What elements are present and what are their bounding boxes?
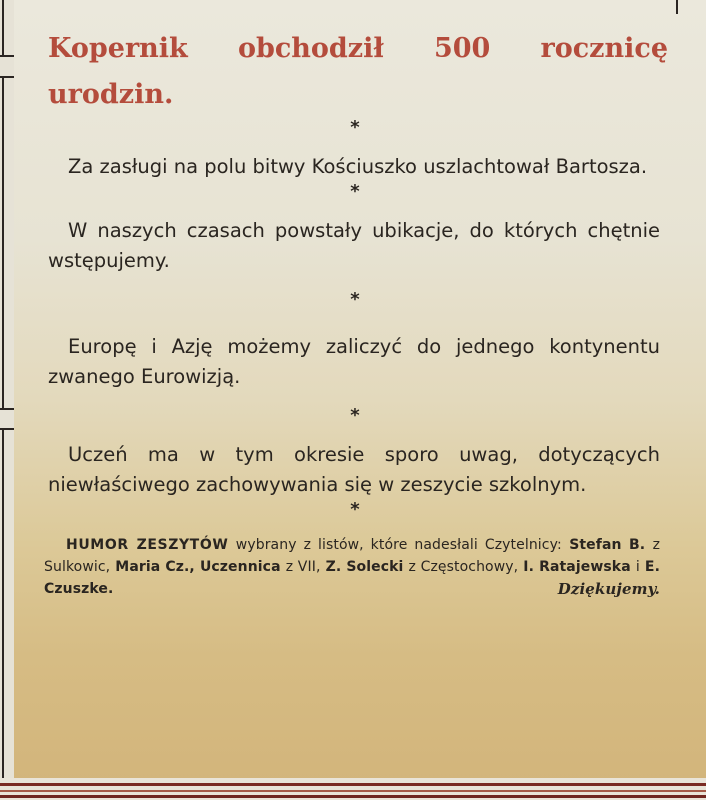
joke-entry-4: Uczeń ma w tym okresie sporo uwag, dotyczących niewłaściwego zachowywania się w zeszycie szkolnym.: [48, 443, 660, 496]
column-rule: [2, 78, 4, 408]
column-name: HUMOR ZESZYTÓW: [66, 537, 229, 553]
contributor-name: Z. Solecki: [325, 559, 404, 575]
column-rule: [2, 428, 4, 780]
separator-star: *: [350, 499, 360, 520]
column-rule-tick: [0, 428, 14, 430]
separator-star: *: [350, 117, 360, 138]
contributor-name: Maria Cz.,: [115, 559, 195, 575]
bottom-border: [0, 778, 706, 800]
contributor-name: Stefan B.: [569, 537, 646, 553]
separator-star: *: [350, 405, 360, 426]
contributor-name: I. Ratajewska: [523, 559, 631, 575]
column-rule: [2, 0, 4, 55]
contributor-place: z VII,: [285, 559, 321, 575]
headline-entry: Kopernik obchodził 500 rocznicę urodzin.: [48, 33, 668, 110]
contributor-place: i: [635, 559, 640, 575]
humor-column: [40, 26, 670, 600]
contributor-place: z Częstochowy,: [408, 559, 519, 575]
column-rule-tick: [0, 408, 14, 410]
credits-footer: [40, 534, 660, 600]
column-rule-tick: [0, 55, 14, 57]
contributor-name: E. Czuszke.: [44, 559, 661, 597]
separator-star: *: [350, 289, 360, 310]
separator-star: *: [350, 181, 360, 202]
joke-entry-3: Europę i Azję możemy zaliczyć do jednego kontynentu zwanego Eurowizją.: [48, 335, 660, 388]
credits-intro: wybrany z listów, które nadesłali Czytelnicy:: [235, 537, 562, 553]
joke-entry-1: Za zasługi na polu bitwy Kościuszko uszlachtował Bartosza.: [68, 155, 648, 178]
contributor-name: Uczennica: [199, 559, 281, 575]
contributor-place: z Sulkowic,: [44, 537, 661, 575]
column-rule-tick: [0, 76, 14, 78]
column-rule: [676, 0, 678, 14]
joke-entry-2: W naszych czasach powstały ubikacje, do których chętnie wstępujemy.: [48, 219, 660, 272]
thanks-note: Dziękujemy.: [557, 580, 660, 598]
